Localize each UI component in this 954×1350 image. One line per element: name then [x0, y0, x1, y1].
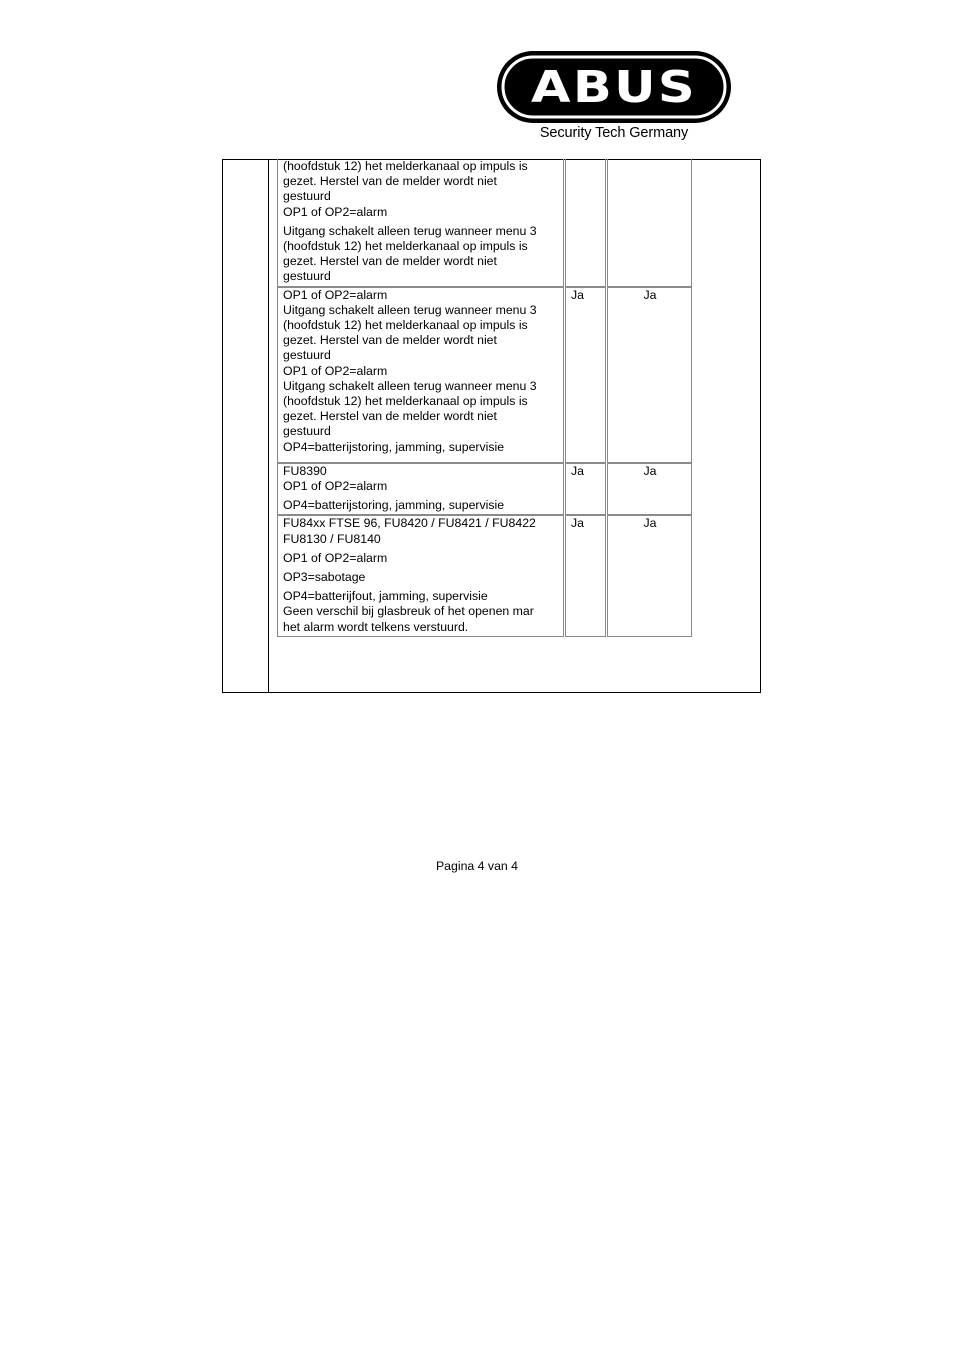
table-cell-description — [277, 463, 564, 516]
outer-table-divider — [268, 159, 269, 692]
text-line: gestuurd — [283, 269, 331, 284]
abus-logo — [496, 50, 732, 146]
text-line: OP4=batterijfout, jamming, supervisie — [283, 589, 488, 604]
text-line: gestuurd — [283, 189, 331, 204]
text-line: FU84xx FTSE 96, FU8420 / FU8421 / FU8422 — [283, 516, 536, 531]
text-line: (hoofdstuk 12) het melderkanaal op impuls is — [283, 239, 528, 254]
table-cell-col1 — [565, 159, 606, 287]
text-line: gestuurd — [283, 348, 331, 363]
table-cell-col2 — [607, 159, 692, 287]
table-cell-description — [277, 515, 564, 636]
text-line: gezet. Herstel van de melder wordt niet — [283, 409, 497, 424]
text-line: gezet. Herstel van de melder wordt niet — [283, 174, 497, 189]
text-line: OP4=batterijstoring, jamming, supervisie — [283, 439, 505, 454]
table-row — [277, 287, 692, 463]
text-line: Uitgang schakelt alleen terug wanneer menu 3 — [283, 302, 537, 317]
logo-tagline: Security Tech Germany — [539, 125, 689, 141]
table-row — [277, 159, 692, 287]
text-line: OP3=sabotage — [283, 570, 366, 585]
table-cell-description — [277, 159, 564, 287]
text-line: Uitgang schakelt alleen terug wanneer menu 3 — [283, 223, 537, 238]
text-line: (hoofdstuk 12) het melderkanaal op impuls is — [283, 394, 528, 409]
text-line: OP1 of OP2=alarm — [283, 550, 388, 565]
page-number: Pagina 4 van 4 — [435, 859, 519, 873]
text-line: gezet. Herstel van de melder wordt niet — [283, 333, 497, 348]
text-line: FU8130 / FU8140 — [283, 531, 381, 546]
table-cell-col2: Ja — [607, 515, 692, 636]
text-line: OP1 of OP2=alarm — [283, 287, 388, 302]
table-row — [277, 463, 692, 516]
text-line: gestuurd — [283, 424, 331, 439]
text-line: FU8390 — [283, 463, 327, 478]
text-line: (hoofdstuk 12) het melderkanaal op impuls is — [283, 318, 528, 333]
text-line: OP1 of OP2=alarm — [283, 479, 388, 494]
abus-logo-text: ABUS — [531, 62, 697, 113]
text-line: gezet. Herstel van de melder wordt niet — [283, 254, 497, 269]
table-row — [277, 515, 692, 636]
table-cell-col1: Ja — [565, 287, 606, 463]
text-line: het alarm wordt telkens verstuurd. — [283, 619, 469, 634]
table-cell-description — [277, 287, 564, 463]
table-cell-col2: Ja — [607, 287, 692, 463]
text-line: Geen verschil bij glasbreuk of het openen mar — [283, 604, 534, 619]
text-line: (hoofdstuk 12) het melderkanaal op impuls is — [283, 159, 528, 173]
table-cell-col1: Ja — [565, 515, 606, 636]
text-line: OP1 of OP2=alarm — [283, 363, 388, 378]
abus-logo-badge — [496, 50, 732, 124]
text-line: OP1 of OP2=alarm — [283, 204, 388, 219]
text-line: OP4=batterijstoring, jamming, supervisie — [283, 498, 505, 513]
detector-table — [276, 159, 693, 637]
text-line: Uitgang schakelt alleen terug wanneer menu 3 — [283, 378, 537, 393]
table-cell-col2: Ja — [607, 463, 692, 516]
table-cell-col1: Ja — [565, 463, 606, 516]
